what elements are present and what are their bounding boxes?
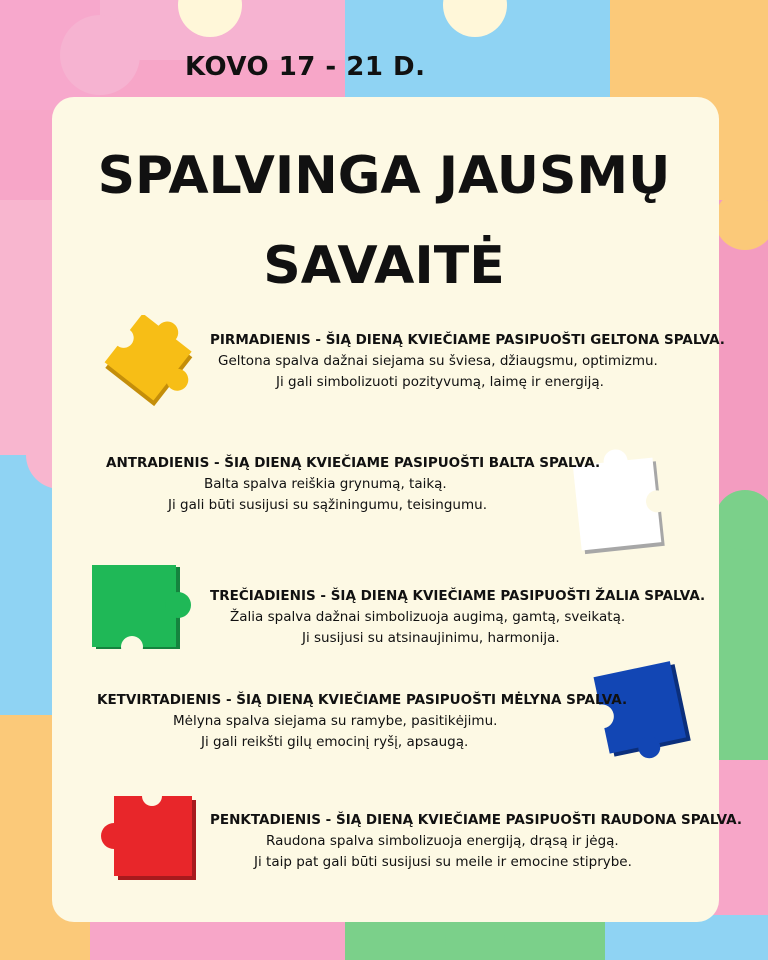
day-monday <box>210 330 725 393</box>
day-line: Geltona spalva dažnai siejama su šviesa, džiaugsmu, optimizmu. <box>218 353 658 369</box>
day-line: Ji gali būti susijusi su sąžiningumu, teisingumu. <box>168 497 487 513</box>
red-puzzle-icon <box>90 790 202 882</box>
date-range: KOVO 17 - 21 D. <box>185 52 426 82</box>
day-line: Ji taip pat gali būti susijusi su meile ir emocine stiprybe. <box>254 854 632 870</box>
day-line: Žalia spalva dažnai simbolizuoja augimą, gamtą, sveikatą. <box>230 609 626 625</box>
page-title-line2: SAVAITĖ <box>263 236 505 296</box>
day-line: Mėlyna spalva siejama su ramybe, pasitikėjimu. <box>173 713 498 729</box>
day-line: Balta spalva reiškia grynumą, taiką. <box>204 476 447 492</box>
page-title-line1: SPALVINGA JAUSMŲ <box>97 146 671 206</box>
day-line: Ji gali simbolizuoti pozityvumą, laimę ir energiją. <box>276 374 604 390</box>
yellow-puzzle-icon <box>96 315 206 410</box>
day-line: Raudona spalva simbolizuoja energiją, drąsą ir jėgą. <box>266 833 619 849</box>
day-heading: KETVIRTADIENIS - ŠIĄ DIENĄ KVIEČIAME PASIPUOŠTI MĖLYNA SPALVA. <box>97 692 628 708</box>
day-friday <box>210 810 742 873</box>
day-heading: PIRMADIENIS - ŠIĄ DIENĄ KVIEČIAME PASIPUOŠTI GELTONA SPALVA. <box>210 332 725 348</box>
day-heading: ANTRADIENIS - ŠIĄ DIENĄ KVIEČIAME PASIPUOŠTI BALTA SPALVA. <box>106 455 601 471</box>
day-line: Ji gali reikšti gilų emocinį ryšį, apsaugą. <box>201 734 469 750</box>
day-tuesday <box>106 453 600 516</box>
day-line: Ji susijusi su atsinaujinimu, harmonija. <box>302 630 560 646</box>
day-heading: PENKTADIENIS - ŠIĄ DIENĄ KVIEČIAME PASIPUOŠTI RAUDONA SPALVA. <box>210 812 742 828</box>
green-puzzle-icon <box>90 563 202 651</box>
day-thursday <box>97 690 627 753</box>
day-heading: TREČIADIENIS - ŠIĄ DIENĄ KVIEČIAME PASIPUOŠTI ŽALIA SPALVA. <box>210 588 706 604</box>
day-wednesday <box>210 586 705 649</box>
